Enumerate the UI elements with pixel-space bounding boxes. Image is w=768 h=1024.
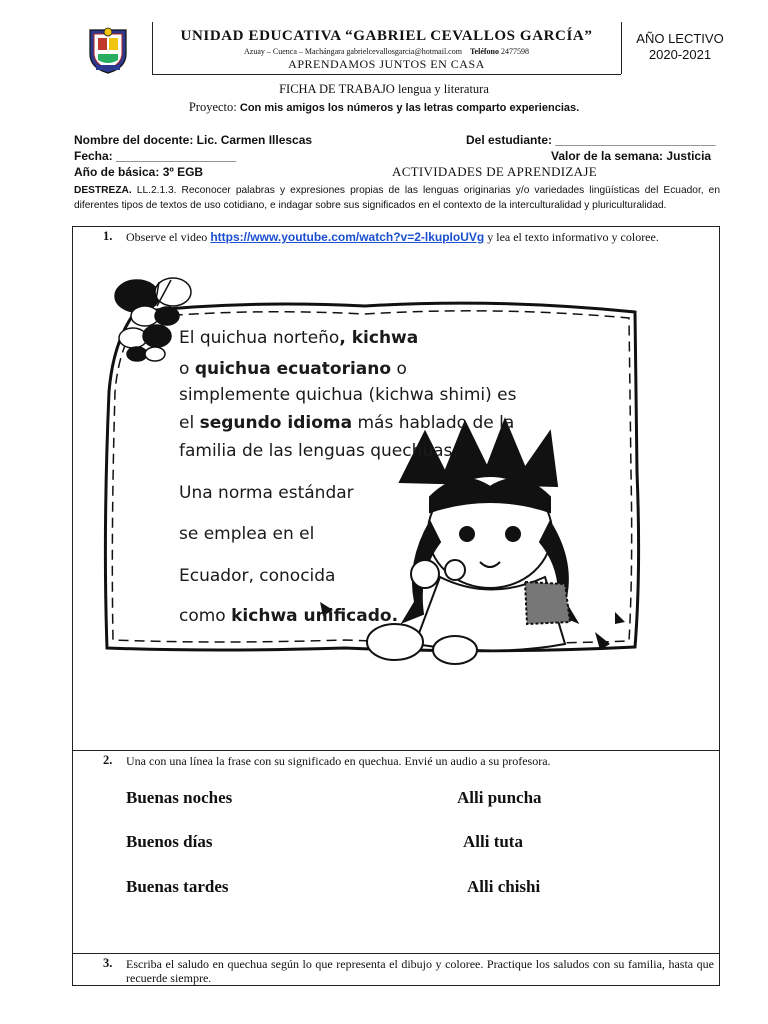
project-text: Con mis amigos los números y las letras comparto experiencias. bbox=[239, 102, 580, 114]
grade-field: Año de básica: 3º EGB bbox=[74, 165, 204, 179]
card-line-9b: kichwa unificado. bbox=[231, 606, 399, 626]
student-name-field[interactable]: Del estudiante: ________________________ bbox=[466, 133, 716, 147]
header-underline bbox=[152, 74, 621, 75]
card-line-2c: o bbox=[391, 359, 407, 379]
card-line-5: familia de las lenguas quechuas. bbox=[179, 441, 458, 461]
kichwa-phrase-1[interactable]: Alli puncha bbox=[457, 788, 542, 807]
task3-number: 3. bbox=[103, 956, 113, 970]
card-line-1b: , bbox=[339, 328, 352, 348]
task1-text-after: y lea el texto informativo y coloree. bbox=[487, 230, 659, 244]
school-year-label: AÑO LECTIVO bbox=[636, 31, 724, 46]
kichwa-phrase-3[interactable]: Alli chishi bbox=[467, 877, 541, 896]
card-line-3: simplemente quichua (kichwa shimi) es bbox=[179, 385, 517, 405]
teacher-name-field: Nombre del docente: Lic. Carmen Illescas bbox=[74, 133, 313, 147]
date-field[interactable]: Fecha: __________________ bbox=[74, 149, 237, 163]
address-text: Azuay – Cuenca – Machángara gabrielcevallosgarcia@hotmail.com bbox=[244, 47, 462, 56]
kichwa-phrase-2[interactable]: Alli tuta bbox=[463, 832, 523, 851]
activities-heading: ACTIVIDADES DE APRENDIZAJE bbox=[392, 164, 597, 179]
card-line-6: Una norma estándar bbox=[179, 483, 354, 503]
task2-instruction: Una con una línea la frase con su significado en quechua. Envié un audio a su profesora. bbox=[126, 754, 551, 768]
header-divider-right bbox=[621, 22, 622, 74]
task1-instruction bbox=[126, 230, 716, 244]
spanish-phrase-1[interactable]: Buenas noches bbox=[126, 788, 233, 807]
card-line-4 bbox=[179, 413, 514, 433]
school-crest-logo bbox=[86, 24, 130, 74]
card-line-9a: como bbox=[179, 606, 232, 626]
video-link[interactable]: https://www.youtube.com/watch?v=2-lkupIoUVg bbox=[210, 230, 485, 244]
phone-label: Teléfono bbox=[469, 47, 499, 56]
task2-number: 2. bbox=[103, 753, 113, 767]
task1-number: 1. bbox=[103, 229, 113, 243]
project-line bbox=[0, 100, 768, 115]
card-line-2a: o bbox=[179, 359, 195, 379]
card-line-2 bbox=[179, 359, 407, 379]
card-line-4b: segundo idioma bbox=[199, 413, 353, 433]
table-row-divider-1 bbox=[72, 750, 720, 751]
task3-instruction: Escriba el saludo en quechua según lo que representa el dibujo y coloree. Practique los saludos con su familia, hasta que recuerde siempre. bbox=[126, 957, 714, 985]
worksheet-title: FICHA DE TRABAJO lengua y literatura bbox=[279, 82, 489, 96]
school-year-value: 2020-2021 bbox=[648, 47, 712, 62]
card-line-7: se emplea en el bbox=[179, 524, 315, 544]
card-line-8: Ecuador, conocida bbox=[179, 566, 336, 586]
school-address bbox=[152, 47, 621, 56]
destreza-paragraph bbox=[74, 183, 720, 213]
card-line-2b: quichua ecuatoriano bbox=[194, 359, 392, 379]
weekly-value-field: Valor de la semana: Justicia bbox=[551, 149, 712, 163]
card-line-9 bbox=[179, 606, 398, 626]
card-line-1c: kichwa bbox=[351, 328, 419, 348]
destreza-text: LL.2.1.3. Reconocer palabras y expresiones propias de las lenguas originarias y/o variedades lingüísticas del Ecuador, en diferentes tipos de textos de uso cotidiano, e indagar sobre sus significados en el contexto de la interculturalidad y pluriculturalidad. bbox=[74, 185, 720, 211]
spanish-phrase-2[interactable]: Buenos días bbox=[126, 832, 213, 851]
table-row-divider-2 bbox=[72, 953, 720, 954]
card-line-4a: el bbox=[179, 413, 200, 433]
card-line-4c: más hablado de la bbox=[352, 413, 515, 433]
school-name: UNIDAD EDUCATIVA “GABRIEL CEVALLOS GARCÍA” bbox=[180, 28, 593, 44]
task1-text-before: Observe el video bbox=[126, 230, 208, 244]
phone-number: 2477598 bbox=[501, 47, 529, 56]
project-label: Proyecto: bbox=[188, 100, 237, 114]
card-line-1 bbox=[179, 328, 418, 348]
school-motto: APRENDAMOS JUNTOS EN CASA bbox=[288, 57, 485, 71]
card-line-1a: El quichua norteño bbox=[179, 328, 340, 348]
spanish-phrase-3[interactable]: Buenas tardes bbox=[126, 877, 229, 896]
destreza-label: DESTREZA. bbox=[74, 185, 132, 196]
